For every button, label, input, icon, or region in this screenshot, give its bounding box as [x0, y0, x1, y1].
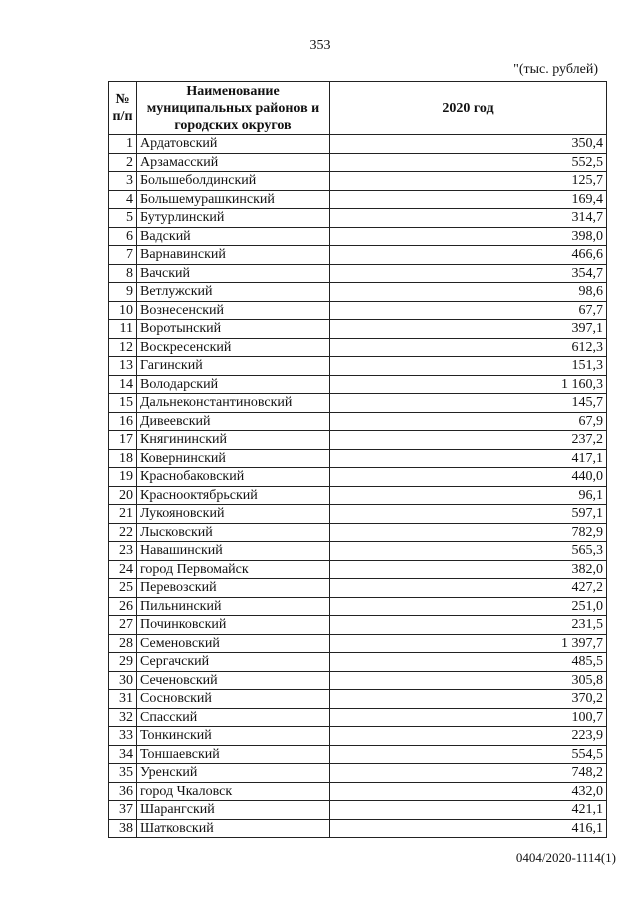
row-number: 27 — [109, 616, 137, 635]
amount-value: 554,5 — [330, 745, 607, 764]
municipality-name: Бутурлинский — [137, 209, 330, 228]
municipality-name: Семеновский — [137, 634, 330, 653]
table-row — [109, 801, 607, 820]
row-number: 31 — [109, 690, 137, 709]
table-row — [109, 190, 607, 209]
municipality-name: Спасский — [137, 708, 330, 727]
amount-value: 96,1 — [330, 486, 607, 505]
row-number: 11 — [109, 320, 137, 339]
row-number: 20 — [109, 486, 137, 505]
header-municipality-name: Наименование муниципальных районов и городских округов — [137, 82, 330, 135]
table-row — [109, 320, 607, 339]
header-year-2020: 2020 год — [330, 82, 607, 135]
row-number: 1 — [109, 135, 137, 154]
municipality-name: Вознесенский — [137, 301, 330, 320]
municipality-name: Ветлужский — [137, 283, 330, 302]
table-row — [109, 246, 607, 265]
amount-value: 169,4 — [330, 190, 607, 209]
amount-value: 67,7 — [330, 301, 607, 320]
page-number: 353 — [309, 38, 331, 53]
table-row — [109, 560, 607, 579]
municipality-name: Сергачский — [137, 653, 330, 672]
table-row — [109, 819, 607, 838]
table-row — [109, 153, 607, 172]
amount-value: 314,7 — [330, 209, 607, 228]
municipality-name: Воротынский — [137, 320, 330, 339]
municipality-name: Тонкинский — [137, 727, 330, 746]
municipality-name: Сеченовский — [137, 671, 330, 690]
amount-value: 67,9 — [330, 412, 607, 431]
amount-value: 432,0 — [330, 782, 607, 801]
table-row — [109, 616, 607, 635]
amount-value: 100,7 — [330, 708, 607, 727]
table-row — [109, 135, 607, 154]
table-row — [109, 597, 607, 616]
document-code: 0404/2020-1114(1) — [515, 850, 616, 865]
row-number: 17 — [109, 431, 137, 450]
table-row — [109, 172, 607, 191]
municipality-name: Лысковский — [137, 523, 330, 542]
amount-value: 782,9 — [330, 523, 607, 542]
row-number: 15 — [109, 394, 137, 413]
table-row — [109, 486, 607, 505]
amount-value: 485,5 — [330, 653, 607, 672]
row-number: 6 — [109, 227, 137, 246]
row-number: 32 — [109, 708, 137, 727]
row-number: 18 — [109, 449, 137, 468]
table-row — [109, 542, 607, 561]
table-row — [109, 394, 607, 413]
table-row — [109, 301, 607, 320]
municipality-name: Тоншаевский — [137, 745, 330, 764]
row-number: 25 — [109, 579, 137, 598]
row-number: 21 — [109, 505, 137, 524]
row-number: 4 — [109, 190, 137, 209]
amount-value: 597,1 — [330, 505, 607, 524]
municipality-name: Гагинский — [137, 357, 330, 376]
table-row — [109, 634, 607, 653]
amount-value: 398,0 — [330, 227, 607, 246]
amount-value: 354,7 — [330, 264, 607, 283]
units-label: "(тыс. рублей) — [513, 62, 598, 77]
municipality-name: Дальнеконстантиновский — [137, 394, 330, 413]
municipality-name: Дивеевский — [137, 412, 330, 431]
amount-value: 237,2 — [330, 431, 607, 450]
amount-value: 427,2 — [330, 579, 607, 598]
amount-value: 417,1 — [330, 449, 607, 468]
table-row — [109, 209, 607, 228]
municipality-name: Ковернинский — [137, 449, 330, 468]
municipality-name: Уренский — [137, 764, 330, 783]
amount-value: 231,5 — [330, 616, 607, 635]
table-row — [109, 708, 607, 727]
amount-value: 748,2 — [330, 764, 607, 783]
table-row — [109, 690, 607, 709]
table-row — [109, 227, 607, 246]
table-row — [109, 745, 607, 764]
row-number: 9 — [109, 283, 137, 302]
row-number: 30 — [109, 671, 137, 690]
amount-value: 466,6 — [330, 246, 607, 265]
table-row — [109, 431, 607, 450]
municipality-name: Сосновский — [137, 690, 330, 709]
row-number: 35 — [109, 764, 137, 783]
table-row — [109, 671, 607, 690]
amount-value: 397,1 — [330, 320, 607, 339]
municipality-name: Лукояновский — [137, 505, 330, 524]
municipality-name: Краснобаковский — [137, 468, 330, 487]
municipality-name: город Первомайск — [137, 560, 330, 579]
amount-value: 1 160,3 — [330, 375, 607, 394]
row-number: 19 — [109, 468, 137, 487]
amount-value: 251,0 — [330, 597, 607, 616]
row-number: 34 — [109, 745, 137, 764]
municipality-name: Арзамасский — [137, 153, 330, 172]
row-number: 3 — [109, 172, 137, 191]
row-number: 10 — [109, 301, 137, 320]
municipality-name: Пильнинский — [137, 597, 330, 616]
header-number: № п/п — [109, 82, 137, 135]
municipality-name: Княгининский — [137, 431, 330, 450]
row-number: 36 — [109, 782, 137, 801]
table-row — [109, 412, 607, 431]
row-number: 33 — [109, 727, 137, 746]
amount-value: 416,1 — [330, 819, 607, 838]
municipality-name: Навашинский — [137, 542, 330, 561]
table-row — [109, 338, 607, 357]
amount-value: 552,5 — [330, 153, 607, 172]
table-row — [109, 523, 607, 542]
row-number: 16 — [109, 412, 137, 431]
row-number: 2 — [109, 153, 137, 172]
amount-value: 223,9 — [330, 727, 607, 746]
municipality-name: Шатковский — [137, 819, 330, 838]
row-number: 14 — [109, 375, 137, 394]
table-row — [109, 264, 607, 283]
municipality-name: Вачский — [137, 264, 330, 283]
table-header-row — [109, 82, 607, 135]
amount-value: 151,3 — [330, 357, 607, 376]
row-number: 29 — [109, 653, 137, 672]
amount-value: 440,0 — [330, 468, 607, 487]
row-number: 12 — [109, 338, 137, 357]
table-row — [109, 653, 607, 672]
row-number: 24 — [109, 560, 137, 579]
municipality-name: Варнавинский — [137, 246, 330, 265]
amount-value: 565,3 — [330, 542, 607, 561]
subsidy-table — [108, 81, 607, 838]
amount-value: 382,0 — [330, 560, 607, 579]
municipality-name: Шарангский — [137, 801, 330, 820]
municipality-name: город Чкаловск — [137, 782, 330, 801]
municipality-name: Воскресенский — [137, 338, 330, 357]
amount-value: 370,2 — [330, 690, 607, 709]
municipality-name: Починковский — [137, 616, 330, 635]
row-number: 5 — [109, 209, 137, 228]
municipality-name: Большемурашкинский — [137, 190, 330, 209]
table-row — [109, 764, 607, 783]
row-number: 22 — [109, 523, 137, 542]
table-row — [109, 375, 607, 394]
row-number: 38 — [109, 819, 137, 838]
table-row — [109, 357, 607, 376]
municipality-name: Большеболдинский — [137, 172, 330, 191]
municipality-name: Перевозский — [137, 579, 330, 598]
table-row — [109, 283, 607, 302]
amount-value: 145,7 — [330, 394, 607, 413]
amount-value: 612,3 — [330, 338, 607, 357]
amount-value: 305,8 — [330, 671, 607, 690]
table-row — [109, 782, 607, 801]
amount-value: 125,7 — [330, 172, 607, 191]
table-row — [109, 468, 607, 487]
municipality-name: Вадский — [137, 227, 330, 246]
municipality-name: Ардатовский — [137, 135, 330, 154]
municipality-name: Володарский — [137, 375, 330, 394]
table-body — [109, 135, 607, 838]
table-row — [109, 579, 607, 598]
row-number: 23 — [109, 542, 137, 561]
municipality-name: Краснооктябрьский — [137, 486, 330, 505]
row-number: 8 — [109, 264, 137, 283]
table-row — [109, 505, 607, 524]
row-number: 13 — [109, 357, 137, 376]
row-number: 7 — [109, 246, 137, 265]
table-row — [109, 449, 607, 468]
amount-value: 350,4 — [330, 135, 607, 154]
amount-value: 421,1 — [330, 801, 607, 820]
table-row — [109, 727, 607, 746]
row-number: 28 — [109, 634, 137, 653]
amount-value: 98,6 — [330, 283, 607, 302]
row-number: 37 — [109, 801, 137, 820]
amount-value: 1 397,7 — [330, 634, 607, 653]
row-number: 26 — [109, 597, 137, 616]
